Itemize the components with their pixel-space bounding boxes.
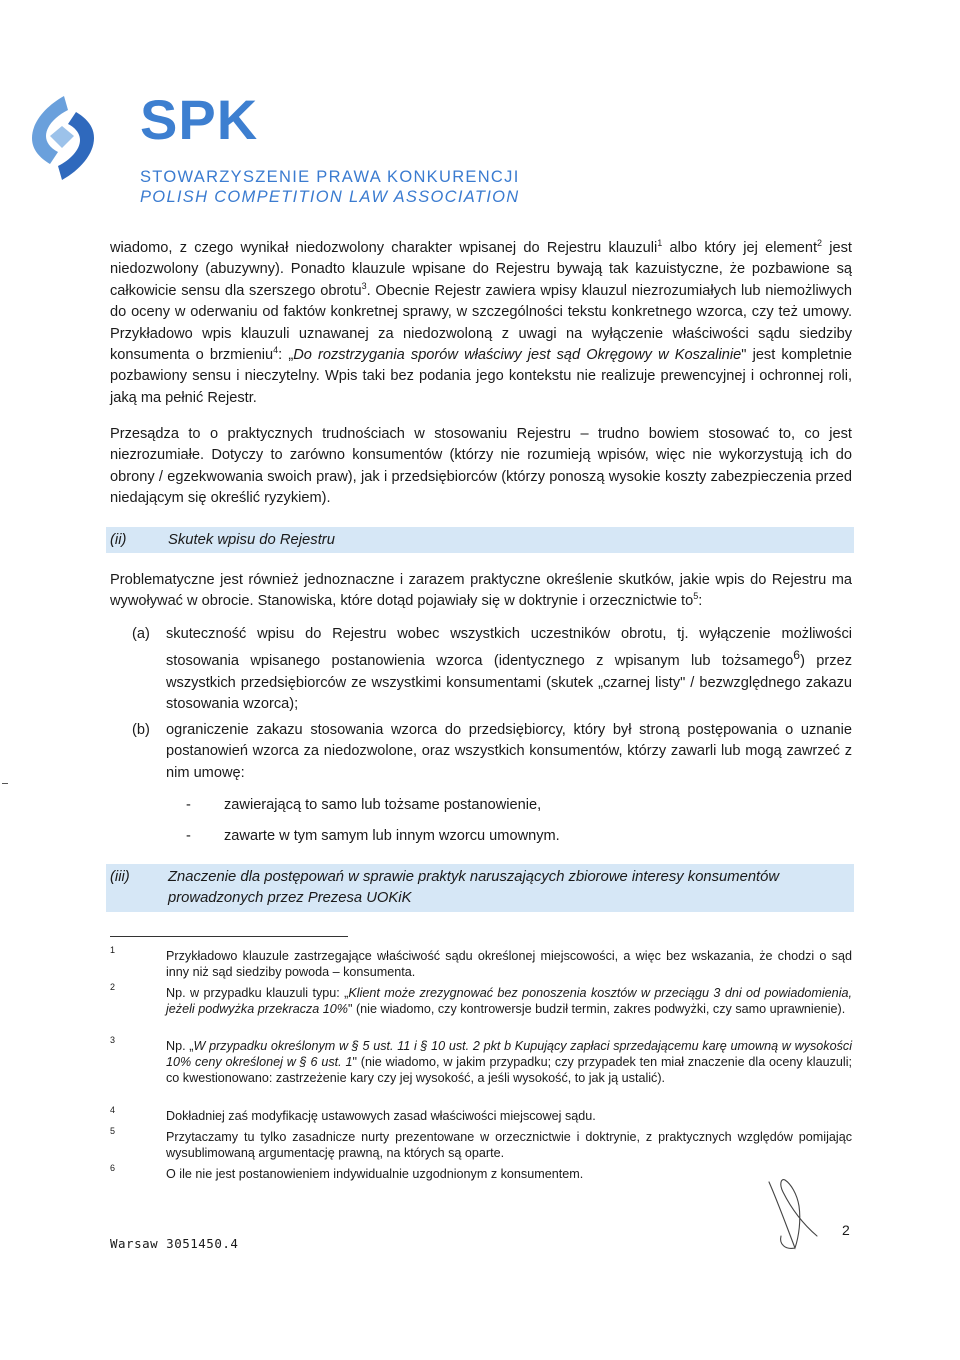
footnote-3	[110, 1035, 852, 1086]
dash-item-1: - zawierającą to samo lub tożsame postanowienie,	[186, 797, 542, 813]
body-paragraph-2: Przesądza to o praktycznych trudnościach w stosowaniu Rejestru – trudno bowiem stosować to, co jest niezrozumiałe. Dotyczy to zarówno konsumentów (którzy nie rozumieją wpisów, więc nie wykorzystują ich do obrony / egzekwowania swoich praw), jak i przedsiębiorców (którzy ponoszą wysokie koszty zabezpieczenia przed niedającym się określić ryzykiem).	[110, 426, 852, 507]
list-item-b	[132, 720, 852, 784]
footnote-text: Przykładowo klauzule zastrzegające właściwość sądu określonej miejscowości, a więc bez wskazania, że chodzi o sąd inny niż sąd siedziby powoda – konsumenta.	[166, 949, 852, 979]
footnote-number: 1	[110, 945, 116, 955]
footnote-number: 4	[110, 1105, 116, 1115]
footnote-number: 6	[110, 1163, 116, 1173]
footnote-number: 2	[110, 982, 116, 992]
document-reference: Warsaw 3051450.4	[110, 1236, 239, 1251]
margin-mark	[2, 783, 8, 784]
footnote-5	[110, 1126, 852, 1161]
footnote-number: 3	[110, 1035, 116, 1045]
logo-name-polish: STOWARZYSZENIE PRAWA KONKURENCJI	[140, 168, 520, 186]
list-item-a	[132, 624, 852, 715]
footnote-separator	[110, 936, 348, 937]
section-heading-iii	[106, 864, 854, 912]
footnote-text: O ile nie jest postanowieniem indywidualnie uzgodnionym z konsumentem.	[166, 1167, 584, 1181]
footnote-1	[110, 945, 852, 980]
section-number: (iii)	[110, 869, 130, 885]
section-title: Znaczenie dla postępowań w sprawie praktyk naruszających zbiorowe interesy konsumentów prowadzonych przez Prezesa UOKiK	[168, 869, 780, 907]
page-number: 2	[842, 1222, 850, 1238]
section-number: (ii)	[110, 532, 127, 548]
section-heading-ii	[106, 527, 854, 553]
list-item-label: (a)	[132, 626, 150, 642]
footnote-text: Np. „W przypadku określonym w § 5 ust. 11 i § 10 ust. 2 pkt b Kupujący zapłaci sprzedającemu karę umowną w wysokości 10% ceny określonej w § 6 ust. 1" (nie wiadomo, w jakim przypadku; czy przypadek ten miał znaczenie dla oceny klauzuli; co kwestionowano: zastrzeżenie kary czy jej wysokość, a jeśli wysokość, to jak ją ustalić).	[166, 1039, 852, 1085]
logo-name-english: POLISH COMPETITION LAW ASSOCIATION	[140, 188, 520, 206]
footnote-text: Przytaczamy tu tylko zasadnicze nurty prezentowane w orzecznictwie i doktrynie, z praktycznych względów pomijając wysublimowaną argumentację prawną, na których są oparte.	[166, 1130, 852, 1160]
list-item-text: skuteczność wpisu do Rejestru wobec wszystkich uczestników obrotu, tj. wyłączenie możliwości stosowania wpisanego postanowienia wzorca (identycznego z wpisanym lub tożsamego$^6$) przez wszystkich przedsiębiorców ze wszystkimi konsumentami (skutek „czarnej listy" / bezwzględnego zakazu stosowania wzorca);	[166, 626, 852, 713]
list-item-label: (b)	[132, 722, 150, 738]
spk-logo	[28, 88, 520, 212]
footnote-number: 5	[110, 1126, 116, 1136]
footnote-6	[110, 1163, 852, 1182]
signature-icon	[755, 1170, 825, 1260]
footnote-text: Dokładniej zaś modyfikację ustawowych zasad właściwości miejscowej sądu.	[166, 1109, 596, 1123]
footnote-text: Np. w przypadku klauzuli typu: „Klient może zrezygnować bez ponoszenia kosztów w przeciągu 3 dni od powiadomienia, jeżeli podwyżka przekracza 10%" (nie wiadomo, czy kontrowersje budził termin, zakres podwyżki, czy samo uprawnienie).	[166, 986, 852, 1016]
dash-item-2: - zawarte w tym samym lub innym wzorcu umownym.	[186, 828, 560, 844]
body-paragraph-3: Problematyczne jest również jednoznaczne i zarazem praktyczne określenie skutków, jakie wpis do Rejestru ma wywoływać w obrocie. Stanowiska, które dotąd pojawiały się w doktrynie i orzecznictwie $to^5$:	[110, 572, 852, 610]
spk-logo-icon	[28, 96, 98, 180]
footnote-4	[110, 1105, 852, 1124]
list-item-text: ograniczenie zakazu stosowania wzorca do przedsiębiorcy, który był stroną postępowania o uznanie postanowień wzorca za niedozwolone, oraz wszystkich konsumentów, którzy zawarli lub mogą zawrzeć z nim umowę:	[166, 722, 852, 781]
logo-spk-text: SPK	[140, 88, 259, 151]
footnote-2	[110, 982, 852, 1017]
section-title: Skutek wpisu do Rejestru	[168, 532, 335, 548]
body-paragraph-1: wiadomo, z czego wynikał niedozwolony charakter wpisanej do Rejestru klauzuli$^1$ albo który jej element$^2$ jest niedozwolony (abuzywny). Ponadto klauzule wpisane do Rejestru bywają tak kazuistyczne, że pozbawione są całkowicie sensu dla szerszego obrotu$^3$. Obecnie Rejestr zawiera wpisy klauzul niezrozumiałych lub niemożliwych do oceny w oderwaniu od faktów konkretnej sprawy, w szczególności tekstu konkretnego wzorca, czy też umowy. Przykładowo wpis klauzuli uznawanej za niedozwoloną z uwagi na wyłączenie właściwości sądu siedziby konsumenta o brzmieniu$^4$: „Do rozstrzygania sporów właściwy jest sąd Okręgowy w Koszalinie" jest kompletnie pozbawiony sensu i nieczytelny. Wpis taki bez podania jego kontekstu nie realizuje prewencyjnej i ochronnej roli, jaką ma pełnić Rejestr.	[110, 238, 852, 406]
